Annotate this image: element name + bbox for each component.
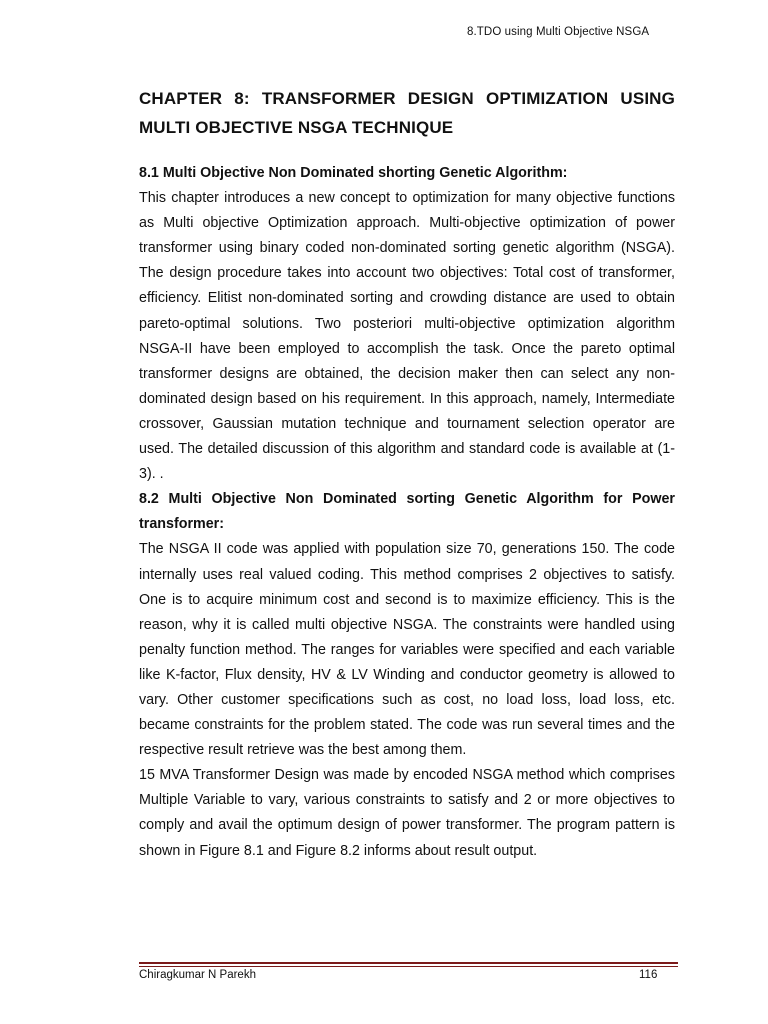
section-8-2-paragraph-2: 15 MVA Transformer Design was made by encoded NSGA method which comprises Multiple Variable to vary, various constraints to satisfy and 2 or more objectives to comply and avail the optimum design of power transformer. The program pattern is shown in Figure 8.1 and Figure 8.2 informs about result output. — [139, 767, 675, 859]
section-8-1-heading: 8.1 Multi Objective Non Dominated shorting Genetic Algorithm: — [139, 165, 568, 181]
chapter-title: CHAPTER 8: TRANSFORMER DESIGN OPTIMIZATION USING MULTI OBJECTIVE NSGA TECHNIQUE — [139, 89, 675, 137]
footer-rule-thin — [139, 966, 678, 967]
running-header: 8.TDO using Multi Objective NSGA — [467, 26, 650, 38]
footer-rule — [139, 962, 678, 964]
section-8-2-heading: 8.2 Multi Objective Non Dominated sorting Genetic Algorithm for Power transformer: — [139, 491, 675, 533]
section-8-1-paragraph: This chapter introduces a new concept to optimization for many objective functions as Multi objective Optimization approach. Multi-objective optimization of power transformer using binary coded non-dominated sorting genetic algorithm (NSGA). The design procedure takes into account two objectives: Total cost of transformer, efficiency. Elitist non-dominated sorting and crowding distance are used to obtain pareto-optimal solutions. Two posteriori multi-objective optimization algorithm NSGA-II have been employed to accomplish the task. Once the pareto optimal transformer designs are obtained, the decision maker then can select any non-dominated design based on his requirement. In this approach, namely, Intermediate crossover, Gaussian mutation technique and tournament selection operator are used. The detailed discussion of this algorithm and standard code is available at (1-3). . — [139, 190, 675, 483]
page-body — [139, 84, 675, 864]
footer-author: Chiragkumar N Parekh — [139, 969, 256, 981]
section-8-2-paragraph-1: The NSGA II code was applied with population size 70, generations 150. The code internally uses real valued coding. This method comprises 2 objectives to satisfy. One is to acquire minimum cost and second is to maximize efficiency. This is the reason, why it is called multi objective NSGA. The constraints were handled using penalty function method. The ranges for variables were specified and each variable like K-factor, Flux density, HV & LV Winding and conductor geometry is allowed to vary. Other customer specifications such as cost, no load loss, load loss, etc. became constraints for the problem stated. The code was run several times and the respective result retrieve was the best among them. — [139, 541, 675, 759]
footer-page-number: 116 — [639, 969, 658, 981]
